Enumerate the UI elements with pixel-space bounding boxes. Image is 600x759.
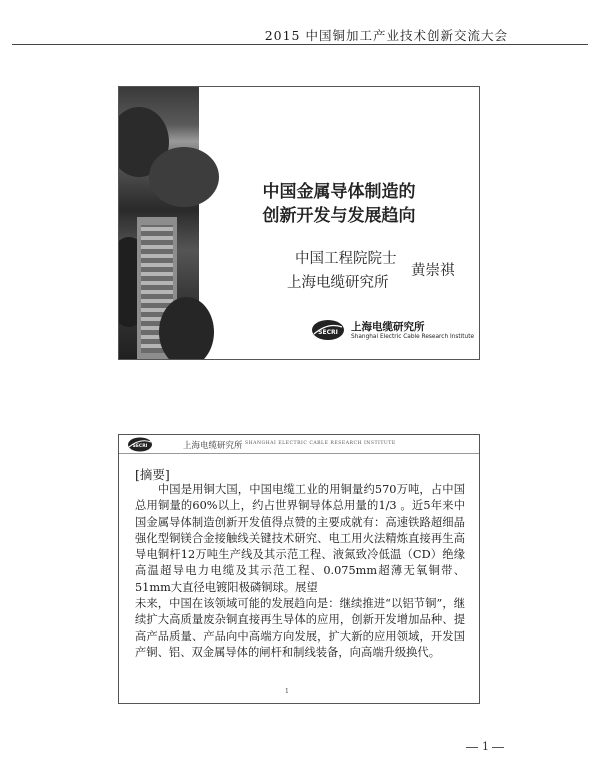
abstract-body [135,482,465,661]
footer-dash-left [466,747,478,748]
slide-header-band [119,435,479,454]
secri-logo-icon [127,437,153,452]
institute-name-cn: 上海电缆研究所 [351,321,425,333]
logo-text: SECRI [318,329,338,336]
page-header [0,0,600,44]
title-slide [118,86,480,360]
header-rule [12,44,588,45]
footer-dash-right [492,747,504,748]
abstract-paragraph: 中国是用铜大国，中国电缆工业的用铜量约570万吨，占中国总用铜量的60%以上，约占世界铜导体总用量的1/3 。近5年来中国金属导体制造创新开发值得点赞的主要成就有：高速铁路超细晶强化型铜镁合金接触线关键技术研究、电工用火法精炼直接再生高导电铜杆12万吨生产线及其示范工程、液氮致冷低温（CD）绝缘高温超导电力电缆及其示范工程、0.075mm超薄无氧铜带、51mm大直径电镀阳极磷铜球。展望 [135,483,465,594]
author-affiliation-line2: 上海电缆研究所 [287,275,389,291]
author-affiliation-line1: 中国工程院院士 [295,251,397,267]
slide-page-number: 1 [285,688,289,695]
institute-name-cn: 上海电缆研究所 [183,441,243,451]
building-photo [119,87,199,359]
institute-name-en: SHANGHAI ELECTRIC CABLE RESEARCH INSTITUTE [245,441,396,446]
page-number: 1 [482,740,489,753]
author-name: 黄崇祺 [411,263,455,279]
logo-text: SECRI [132,444,148,449]
conference-title: 2015 中国铜加工产业技术创新交流大会 [264,28,508,43]
institute-name-en: Shanghai Electric Cable Research Institute [351,334,475,340]
slide-title-line1: 中国金属导体制造的 [262,182,416,202]
slide-title-line2: 创新开发与发展趋向 [262,206,416,226]
abstract-paragraph: 未来，中国在该领域可能的发展趋向是：继续推进“以铝节铜”，继续扩大高质量废杂铜直接再生导体的应用，创新开发增加品种、提高产品质量、产品向中高端方向发展，扩大新的应用领域，开发国产铜、铝、双金属导体的闸杆和制线装备，向高端升级换代。 [135,597,465,659]
abstract-heading: [摘要] [135,467,170,482]
abstract-slide [118,434,480,704]
secri-logo-icon [311,319,345,341]
